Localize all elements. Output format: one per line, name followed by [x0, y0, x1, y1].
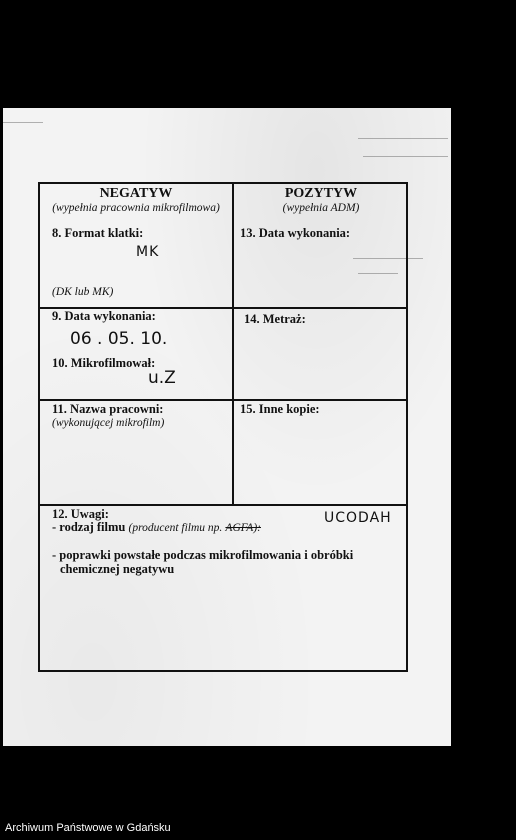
data-wykonania-neg-value: 06 . 05. 10. — [70, 329, 168, 349]
poprawki-line2: chemicznej negatywu — [60, 562, 175, 576]
mikrofilmowal-label: 10. Mikrofilmował: — [52, 356, 156, 370]
inne-kopie-label: 15. Inne kopie: — [240, 402, 320, 416]
pozytyw-title: POZYTYW — [284, 186, 358, 201]
scratch-mark — [3, 122, 43, 123]
row-divider — [40, 399, 406, 401]
record-form — [38, 182, 408, 672]
archive-footer: Archiwum Państwowe w Gdańsku — [5, 822, 171, 834]
poprawki-line1: - poprawki powstałe podczas mikrofilmowania i obróbki — [52, 548, 354, 562]
mikrofilmowal-value: u.Z — [148, 368, 176, 388]
data-wykonania-neg-label: 9. Data wykonania: — [52, 309, 156, 323]
negatyw-title: NEGATYW — [99, 186, 173, 201]
column-divider — [232, 184, 234, 505]
rodzaj-filmu-note: (producent filmu np. — [128, 522, 223, 534]
rodzaj-filmu-line — [52, 520, 261, 535]
uwagi-label: 12. Uwagi: — [52, 507, 109, 521]
negatyw-header — [40, 186, 232, 214]
metraz-label: 14. Metraż: — [244, 312, 306, 326]
format-label: 8. Format klatki: — [52, 226, 144, 240]
format-note: (DK lub MK) — [52, 286, 114, 298]
rodzaj-filmu-value: UCODAH — [324, 510, 392, 526]
rodzaj-filmu-label: - rodzaj filmu — [52, 520, 126, 534]
format-value: MK — [136, 244, 160, 260]
scratch-mark — [363, 156, 448, 157]
negatyw-subtitle: (wypełnia pracownia mikrofilmowa) — [52, 202, 220, 214]
data-wykonania-poz-label: 13. Data wykonania: — [240, 226, 351, 240]
row-divider — [40, 504, 406, 506]
rodzaj-filmu-struck: AGFA): — [225, 522, 261, 534]
scratch-mark — [358, 138, 448, 139]
pracownia-label: 11. Nazwa pracowni: — [52, 402, 164, 416]
pozytyw-header — [234, 186, 408, 214]
pracownia-note: (wykonującej mikrofilm) — [52, 417, 165, 429]
pozytyw-subtitle: (wypełnia ADM) — [282, 202, 360, 214]
